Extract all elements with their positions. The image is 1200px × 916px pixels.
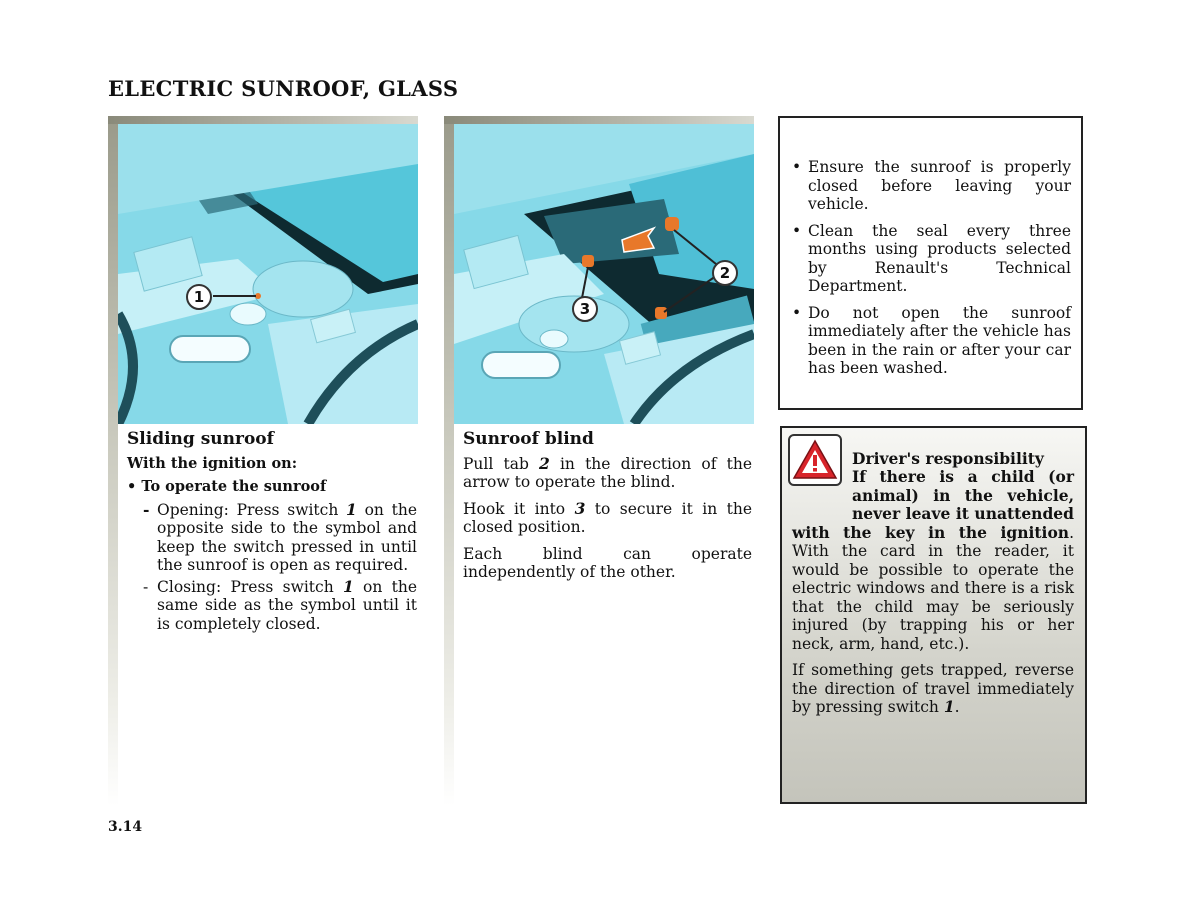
warning-bold-text: If there is a child (or animal) in the vehicle, never leave it unattended with the key in the ignition [792,467,1074,542]
blind-para1-text-2: in the direction of the arrow to operate the blind. [463,454,752,491]
note-item [780,222,1081,296]
bullet-dot: • [792,303,802,322]
bullet-dot: • [792,158,802,176]
switch-ref-1b: 1 [342,576,354,596]
closing-text-1: Closing: Press switch [157,577,343,596]
sliding-sunroof-section [127,430,417,636]
closing-dash: - [143,577,149,596]
icon-spacer [792,468,852,523]
blind-para-pull [463,455,752,492]
note-text-closed: Ensure the sunroof is properly closed before leaving your vehicle. [808,158,1071,213]
warning-trapped-para [792,661,1074,717]
sliding-sunroof-heading: Sliding sunroof [127,429,274,449]
note-text-rain: Do not open the sunroof immediately after the vehicle has been in the rain or after your car has been washed. [808,303,1071,377]
hook-ref-3: 3 [574,498,586,518]
sunroof-blind-figure [454,124,754,424]
blind-para1-text-1: Pull tab [463,454,540,473]
sunroof-blind-illustration [454,124,754,424]
warning-title: Driver's responsibility [852,449,1044,468]
callout-3: 3 [572,296,598,322]
callout-1: 1 [186,284,212,310]
opening-text-1: Opening: Press switch [157,500,347,519]
blind-para2-text-2: to secure it in the closed position. [463,499,752,536]
closing-text-2: on the same side as the symbol until it is completely closed. [157,577,417,633]
note-item [780,158,1081,214]
opening-dash: - [143,499,150,519]
column-band-middle [444,116,454,806]
warning-body [792,468,1074,717]
ignition-on-label: With the ignition on: [127,454,298,472]
column-band-left [108,116,118,806]
opening-instruction [127,501,417,575]
switch-ref-1c: 1 [943,697,955,716]
tab-ref-2: 2 [539,453,550,473]
callout-2: 2 [712,260,738,286]
opening-text-2: on the opposite side to the symbol and keep the switch pressed in until the sunroof is open as required. [157,500,417,574]
notes-box [778,116,1083,410]
blind-para2-text-1: Hook it into [463,499,575,518]
sunroof-blind-section [463,430,752,590]
page-number: 3.14 [108,819,143,835]
closing-instruction [127,578,417,634]
column-top-bar-middle [444,116,754,124]
bullet-dot: • [792,221,802,240]
blind-para-hook [463,500,752,537]
blind-para-independent: Each blind can operate independently of the other. [463,544,752,581]
sunroof-blind-heading: Sunroof blind [463,429,594,449]
warning-box [780,426,1087,804]
warning-para2-text-1: If something gets trapped, reverse the direction of travel immediately by pressing switch [792,661,1074,716]
note-item [780,304,1081,378]
sunroof-switch-figure [118,124,418,424]
column-top-bar-left [108,116,418,124]
sunroof-switch-illustration [118,124,418,424]
operate-sunroof-bullet: • To operate the sunroof [127,478,327,495]
switch-ref-1: 1 [346,499,357,519]
warning-body-text: . With the card in the reader, it would be possible to operate the electric windows and there is a risk that the child may be seriously injured (by trapping his or her neck, arm, hand, etc.). [792,523,1074,653]
page-title: ELECTRIC SUNROOF, GLASS [108,76,459,101]
note-text-seal: Clean the seal every three months using products selected by Renault's Technical Department. [808,221,1071,295]
warning-para2-text-2: . [954,698,960,716]
